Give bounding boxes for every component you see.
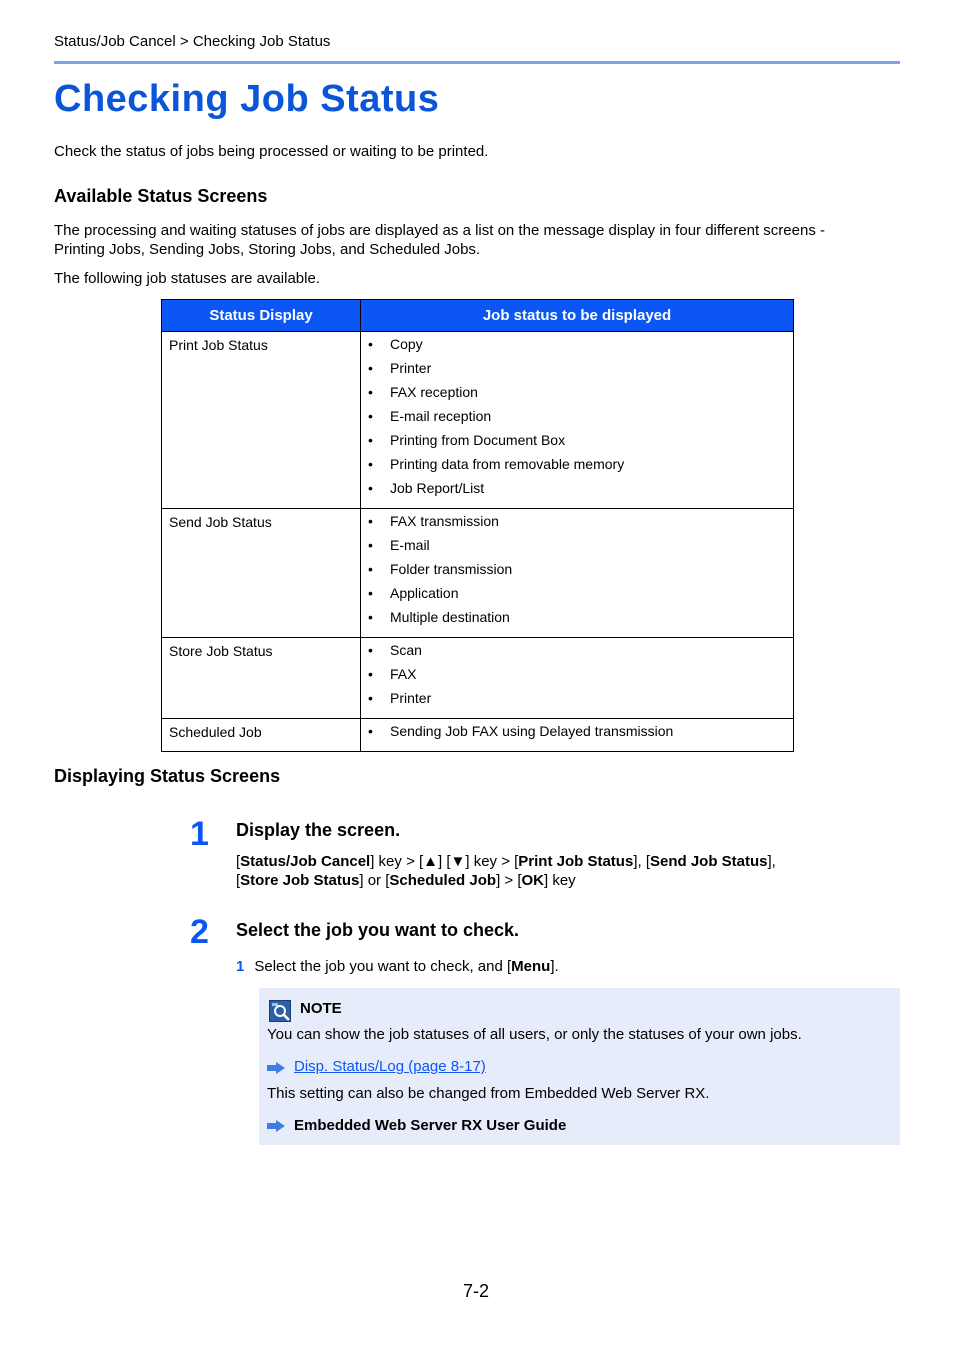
key-name: Menu — [511, 958, 551, 975]
job-status-cell — [361, 332, 794, 509]
header-rule — [54, 61, 900, 64]
status-display-cell: Send Job Status — [162, 509, 361, 638]
job-status-item: • Printer — [368, 690, 786, 714]
step-number: 2 — [190, 913, 209, 951]
job-status-item: • Printing data from removable memory — [368, 456, 786, 480]
text-segment: ] > [ — [496, 872, 522, 889]
section-paragraph — [54, 221, 900, 259]
step-number: 1 — [190, 815, 209, 853]
job-status-item: • FAX transmission — [368, 513, 786, 537]
instruction-line — [236, 871, 776, 890]
arrow-right-icon — [267, 1120, 285, 1132]
step-instructions — [236, 852, 776, 890]
key-name: Store Job Status — [240, 872, 360, 889]
key-name: Status/Job Cancel — [240, 853, 371, 870]
job-status-list — [368, 513, 786, 633]
job-status-cell — [361, 509, 794, 638]
key-name: Scheduled Job — [389, 872, 497, 889]
job-status-item: • FAX reception — [368, 384, 786, 408]
job-status-item: • Application — [368, 585, 786, 609]
job-status-item: • E-mail — [368, 537, 786, 561]
page-number: 7-2 — [463, 1281, 490, 1301]
arrow-right-icon — [267, 1062, 285, 1074]
text-segment: ] key > [▲] [▼] key > [ — [370, 853, 519, 870]
table-header: Job status to be displayed — [361, 300, 794, 332]
job-status-item: • E-mail reception — [368, 408, 786, 432]
section-heading-available: Available Status Screens — [54, 186, 268, 206]
step-title: Select the job you want to check. — [236, 920, 520, 940]
note-text: This setting can also be changed from Embedded Web Server RX. — [267, 1085, 710, 1102]
note-heading: NOTE — [300, 1000, 342, 1017]
note-text: You can show the job statuses of all users, or only the statuses of your own jobs. — [267, 1026, 802, 1043]
note-icon — [269, 1000, 291, 1022]
text-segment: ] or [ — [359, 872, 390, 889]
page-title: Checking Job Status — [54, 78, 440, 120]
page-reference-link[interactable]: Disp. Status/Log (page 8-17) — [294, 1058, 486, 1075]
job-status-cell — [361, 638, 794, 719]
table-row — [162, 638, 794, 719]
instruction-line — [236, 852, 776, 871]
job-status-cell — [361, 719, 794, 752]
job-status-item: • Printing from Document Box — [368, 432, 786, 456]
text-segment: ], — [767, 853, 776, 870]
key-name: OK — [521, 872, 544, 889]
job-status-item: • Job Report/List — [368, 480, 786, 504]
text-segment: [ — [236, 853, 241, 870]
guide-reference: Embedded Web Server RX User Guide — [294, 1117, 567, 1134]
text-segment: ]. — [550, 958, 559, 975]
step-title: Display the screen. — [236, 820, 401, 840]
table-row — [162, 332, 794, 509]
substep — [236, 958, 559, 975]
table-row — [162, 509, 794, 638]
status-display-cell: Scheduled Job — [162, 719, 361, 752]
table-header: Status Display — [162, 300, 361, 332]
job-status-list — [368, 642, 786, 714]
breadcrumb: Status/Job Cancel > Checking Job Status — [54, 33, 331, 50]
job-status-item: • Multiple destination — [368, 609, 786, 633]
job-status-item: • Printer — [368, 360, 786, 384]
section-paragraph-line: The processing and waiting statuses of jobs are displayed as a list on the message display in four different screens - — [54, 222, 825, 239]
statuses-available-text: The following job statuses are available. — [54, 270, 320, 287]
text-segment: ], [ — [633, 853, 650, 870]
note-box — [259, 988, 900, 1145]
substep-number: 1 — [236, 958, 245, 975]
substep-text — [254, 958, 558, 975]
status-display-cell: Store Job Status — [162, 638, 361, 719]
key-name: Send Job Status — [649, 853, 768, 870]
job-status-list — [368, 723, 786, 747]
job-status-item: • Sending Job FAX using Delayed transmission — [368, 723, 786, 747]
section-heading-displaying: Displaying Status Screens — [54, 766, 281, 786]
job-status-item: • Scan — [368, 642, 786, 666]
job-status-item: • Folder transmission — [368, 561, 786, 585]
text-segment: ] key — [544, 872, 576, 889]
job-status-list — [368, 336, 786, 504]
text-segment: Select the job you want to check, and [ — [254, 958, 512, 975]
intro-text: Check the status of jobs being processed or waiting to be printed. — [54, 143, 489, 160]
status-display-cell: Print Job Status — [162, 332, 361, 509]
table-row — [162, 719, 794, 752]
text-segment: [ — [236, 872, 241, 889]
job-status-item: • FAX — [368, 666, 786, 690]
section-paragraph-line: Printing Jobs, Sending Jobs, Storing Jobs, and Scheduled Jobs. — [54, 241, 481, 258]
status-table — [161, 299, 794, 752]
job-status-item: • Copy — [368, 336, 786, 360]
key-name: Print Job Status — [518, 853, 634, 870]
